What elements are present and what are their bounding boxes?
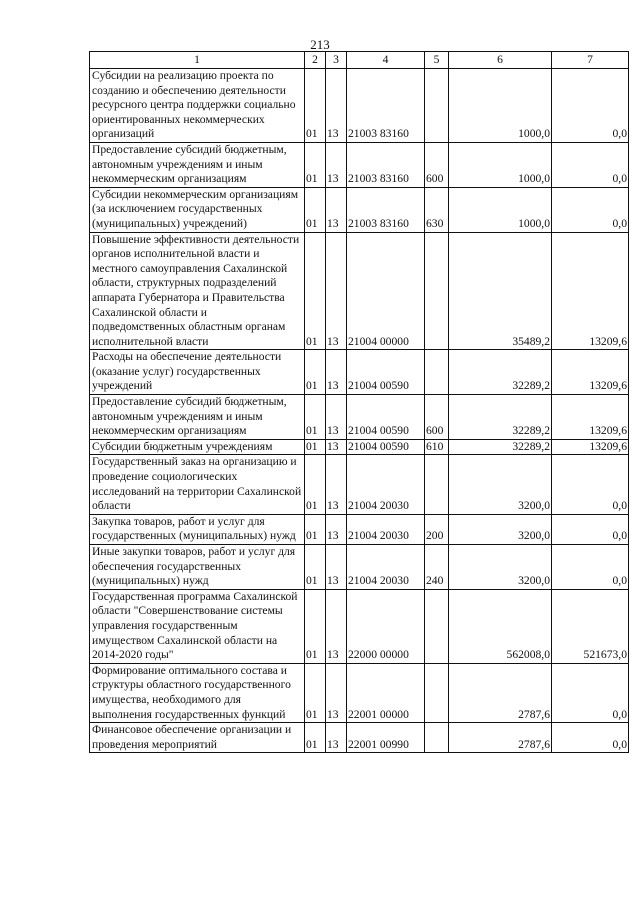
- row-name: Иные закупки товаров, работ и услуг для обеспечения государственных (муниципальных) нужд: [90, 545, 305, 590]
- row-amount-year1: 1000,0: [449, 187, 552, 232]
- table-row: [90, 455, 629, 514]
- row-amount-year1: 3200,0: [449, 545, 552, 590]
- row-name: Формирование оптимального состава и структуры областного государственного имущества, необходимого для выполнения государственных функций: [90, 663, 305, 722]
- budget-table: [89, 51, 629, 753]
- row-expense-type: [425, 455, 449, 514]
- row-subsection: 13: [326, 350, 347, 395]
- row-amount-year2: 0,0: [552, 69, 629, 143]
- row-target-code: 21003 83160: [347, 187, 425, 232]
- row-subsection: 13: [326, 395, 347, 440]
- table-row: [90, 350, 629, 395]
- row-target-code: 22001 00000: [347, 663, 425, 722]
- row-name: Государственная программа Сахалинской области "Совершенствование системы управления государственным имуществом Сахалинской области на 2014-2020 годы": [90, 589, 305, 663]
- row-name: Предоставление субсидий бюджетным, автономным учреждениям и иным некоммерческим организациям: [90, 142, 305, 187]
- row-section: 01: [305, 663, 326, 722]
- row-subsection: 13: [326, 589, 347, 663]
- row-name: Финансовое обеспечение организации и проведения мероприятий: [90, 723, 305, 753]
- row-amount-year1: 3200,0: [449, 455, 552, 514]
- row-section: 01: [305, 589, 326, 663]
- table-row: [90, 663, 629, 722]
- row-target-code: 22001 00990: [347, 723, 425, 753]
- row-expense-type: [425, 350, 449, 395]
- table-row: [90, 142, 629, 187]
- row-name: Закупка товаров, работ и услуг для государственных (муниципальных) нужд: [90, 514, 305, 544]
- row-amount-year1: 35489,2: [449, 232, 552, 350]
- row-section: 01: [305, 545, 326, 590]
- header-cell: 3: [326, 52, 347, 69]
- page-number: 213: [310, 37, 330, 52]
- row-target-code: 21004 00590: [347, 439, 425, 455]
- table-row: [90, 439, 629, 455]
- row-target-code: 22000 00000: [347, 589, 425, 663]
- row-subsection: 13: [326, 69, 347, 143]
- row-section: 01: [305, 395, 326, 440]
- row-target-code: 21004 00590: [347, 350, 425, 395]
- row-section: 01: [305, 232, 326, 350]
- row-expense-type: 610: [425, 439, 449, 455]
- header-cell: 6: [449, 52, 552, 69]
- row-subsection: 13: [326, 545, 347, 590]
- row-subsection: 13: [326, 723, 347, 753]
- table-row: [90, 723, 629, 753]
- row-amount-year2: 521673,0: [552, 589, 629, 663]
- row-amount-year2: 0,0: [552, 723, 629, 753]
- row-target-code: 21003 83160: [347, 142, 425, 187]
- row-section: 01: [305, 514, 326, 544]
- header-cell: 1: [90, 52, 305, 69]
- row-subsection: 13: [326, 439, 347, 455]
- row-name: Государственный заказ на организацию и проведение социологических исследований на территории Сахалинской области: [90, 455, 305, 514]
- row-amount-year2: 0,0: [552, 142, 629, 187]
- row-target-code: 21004 00590: [347, 395, 425, 440]
- row-section: 01: [305, 69, 326, 143]
- row-amount-year2: 13209,6: [552, 439, 629, 455]
- row-amount-year2: 0,0: [552, 663, 629, 722]
- row-amount-year2: 13209,6: [552, 232, 629, 350]
- row-expense-type: [425, 232, 449, 350]
- row-target-code: 21004 20030: [347, 514, 425, 544]
- row-amount-year1: 32289,2: [449, 395, 552, 440]
- table-row: [90, 187, 629, 232]
- table-row: [90, 514, 629, 544]
- row-name: Предоставление субсидий бюджетным, автономным учреждениям и иным некоммерческим организациям: [90, 395, 305, 440]
- row-amount-year1: 32289,2: [449, 439, 552, 455]
- row-amount-year1: 2787,6: [449, 723, 552, 753]
- row-name: Субсидии бюджетным учреждениям: [90, 439, 305, 455]
- row-amount-year2: 13209,6: [552, 350, 629, 395]
- row-section: 01: [305, 187, 326, 232]
- row-expense-type: [425, 69, 449, 143]
- row-amount-year2: 0,0: [552, 455, 629, 514]
- row-section: 01: [305, 439, 326, 455]
- row-name: Расходы на обеспечение деятельности (оказание услуг) государственных учреждений: [90, 350, 305, 395]
- row-section: 01: [305, 142, 326, 187]
- header-cell: 5: [425, 52, 449, 69]
- header-cell: 7: [552, 52, 629, 69]
- row-amount-year1: 2787,6: [449, 663, 552, 722]
- table-row: [90, 232, 629, 350]
- row-section: 01: [305, 350, 326, 395]
- table-row: [90, 395, 629, 440]
- row-expense-type: [425, 589, 449, 663]
- row-target-code: 21004 20030: [347, 545, 425, 590]
- row-amount-year1: 32289,2: [449, 350, 552, 395]
- row-amount-year2: 0,0: [552, 187, 629, 232]
- row-amount-year1: 3200,0: [449, 514, 552, 544]
- row-section: 01: [305, 723, 326, 753]
- row-subsection: 13: [326, 514, 347, 544]
- row-name: Субсидии некоммерческим организациям (за исключением государственных (муниципальных) учреждений): [90, 187, 305, 232]
- row-amount-year2: 0,0: [552, 514, 629, 544]
- row-expense-type: [425, 723, 449, 753]
- row-subsection: 13: [326, 455, 347, 514]
- row-amount-year1: 1000,0: [449, 69, 552, 143]
- table-row: [90, 545, 629, 590]
- table-row: [90, 589, 629, 663]
- row-amount-year2: 13209,6: [552, 395, 629, 440]
- row-expense-type: 600: [425, 142, 449, 187]
- row-expense-type: [425, 663, 449, 722]
- row-name: Субсидии на реализацию проекта по созданию и обеспечению деятельности ресурсного центра поддержки социально ориентированных некоммерческих организаций: [90, 69, 305, 143]
- row-target-code: 21004 20030: [347, 455, 425, 514]
- row-expense-type: 240: [425, 545, 449, 590]
- header-cell: 4: [347, 52, 425, 69]
- row-subsection: 13: [326, 187, 347, 232]
- row-amount-year1: 1000,0: [449, 142, 552, 187]
- header-cell: 2: [305, 52, 326, 69]
- row-target-code: 21003 83160: [347, 69, 425, 143]
- row-subsection: 13: [326, 142, 347, 187]
- row-expense-type: 200: [425, 514, 449, 544]
- row-subsection: 13: [326, 232, 347, 350]
- row-amount-year2: 0,0: [552, 545, 629, 590]
- row-subsection: 13: [326, 663, 347, 722]
- row-amount-year1: 562008,0: [449, 589, 552, 663]
- row-expense-type: 630: [425, 187, 449, 232]
- row-name: Повышение эффективности деятельности органов исполнительной власти и местного самоуправления Сахалинской области, структурных подразделений аппарата Губернатора и Правительства Сахалинской области и подведомственных областным органам исполнительной власти: [90, 232, 305, 350]
- row-expense-type: 600: [425, 395, 449, 440]
- row-target-code: 21004 00000: [347, 232, 425, 350]
- row-section: 01: [305, 455, 326, 514]
- table-header-row: [90, 52, 629, 69]
- table-row: [90, 69, 629, 143]
